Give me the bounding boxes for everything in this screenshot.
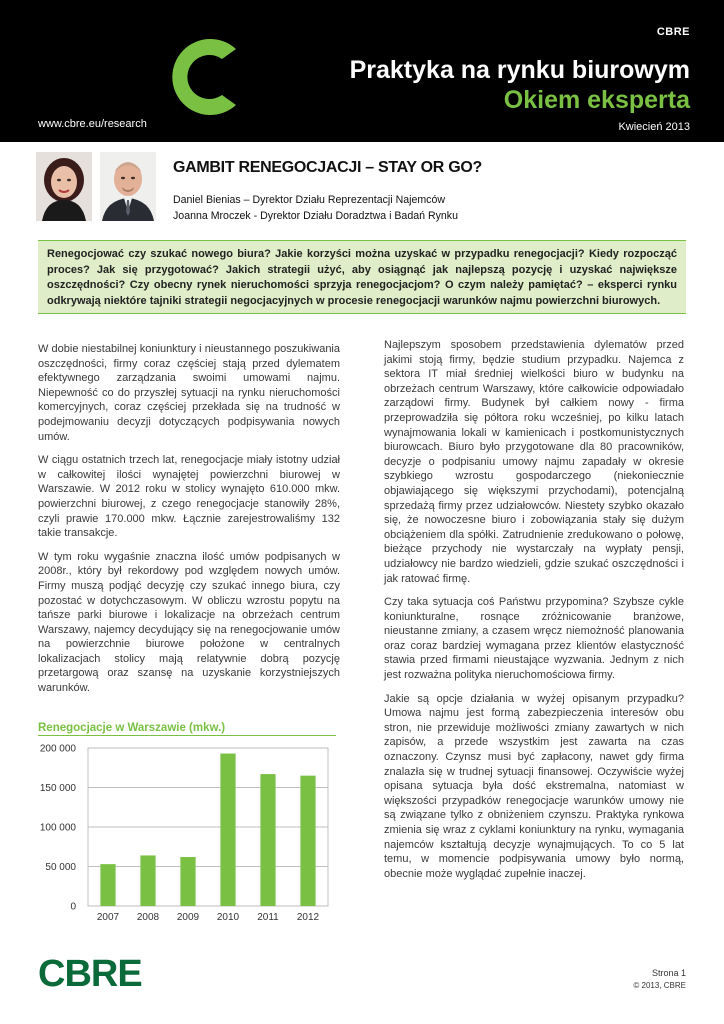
- y-tick-label: 200 000: [39, 743, 76, 755]
- y-tick-label: 50 000: [45, 862, 76, 873]
- body-column-right: [384, 338, 684, 890]
- x-tick-label: 2010: [216, 912, 240, 923]
- page-header: [0, 0, 724, 142]
- x-tick-label: 2009: [176, 912, 200, 923]
- lead-box: Renegocjować czy szukać nowego biura? Jakie korzyści można uzyskać w przypadku renegocjacji? Kiedy rozpocząć proces? Jak się przygotować? Jakich strategii użyć, aby osiągnąć jak najlepszą pozycję i uzyskać największe oszczędności? Czy obecny rynek nieruchomości sprzyja renegocjacjom? O czym należy pamiętać? – eksperci rynku odkrywają niektóre tajniki strategii negocjacyjnych w procesie renegocjacji warunków najmu powierzchni biurowych.: [38, 240, 686, 314]
- body-paragraph: W dobie niestabilnej koniunktury i nieustannego poszukiwania oszczędności, firmy coraz częściej stają przed dylematem efektywnego zarządzania swoimi umowami najmu. Niepewność co do przyszłej sytuacji na rynku nieruchomości komercyjnych, coraz częściej przekłada się na trudność w podejmowaniu decyzji dotyczących podpisywania nowych umów.: [38, 343, 340, 443]
- body-paragraph: W tym roku wygaśnie znaczna ilość umów podpisanych w 2008r., który był rekordowy pod względem nowych umów. Firmy muszą podjąć decyzję czy szukać innego biura, czy pozostać w dotychczasowym. W obliczu wzrostu popytu na tańsze parki biurowe i lokalizacje na obrzeżach centrum Warszawy, najemcy decydujący się na renegocjowanie umów na powierzchnie biurowe położone w centralnych lokalizacjach stolicy mają relatywnie dobrą pozycję przetargową oraz szansę na uzyskanie korzystniejszych warunków.: [38, 550, 340, 695]
- author-line: Daniel Bienias – Dyrektor Działu Reprezentacji Najemców: [173, 194, 446, 206]
- x-tick-label: 2011: [257, 912, 279, 923]
- bar: [180, 857, 195, 906]
- y-tick-label: 100 000: [39, 822, 76, 834]
- chart-title: Renegocjacje w Warszawie (mkw.): [38, 722, 226, 734]
- author-photo-female: [36, 152, 92, 221]
- author-line: Joanna Mroczek - Dyrektor Działu Doradztwa i Badań Rynku: [173, 210, 458, 222]
- y-tick-label: 150 000: [39, 783, 76, 794]
- header-date: Kwiecień 2013: [618, 121, 690, 133]
- article-title: GAMBIT RENEGOCJACJI – STAY OR GO?: [173, 159, 482, 176]
- bar: [260, 774, 275, 906]
- bar: [100, 864, 115, 906]
- bar: [140, 855, 155, 906]
- bar: [300, 776, 315, 906]
- footer-logo: [38, 956, 154, 988]
- x-tick-label: 2012: [296, 912, 320, 923]
- page-number: Strona 1: [651, 968, 686, 978]
- footer-logo-text: CBRE: [38, 956, 142, 988]
- author-photo-male: [100, 152, 156, 221]
- x-tick-label: 2007: [96, 912, 120, 923]
- body-paragraph: W ciągu ostatnich trzech lat, renegocjacje miały istotny udział w całkowitej ilości wynajętej powierzchni biurowej w Warszawie. W 2012 roku w stolicy wynajęto 610.000 mkw. powierzchni biurowej, z czego renegocjacje stanowiły 28%, czyli prawie 170.000 mkw. Łącznie zarejestrowaliśmy 132 takie transakcje.: [38, 454, 340, 540]
- bar-chart: [30, 736, 340, 930]
- header-url[interactable]: www.cbre.eu/research: [38, 118, 147, 130]
- header-brand: CBRE: [656, 26, 690, 38]
- copyright: © 2013, CBRE: [633, 981, 686, 990]
- header-title: Praktyka na rynku biurowym: [349, 56, 690, 84]
- body-paragraph: Jakie są opcje działania w wyżej opisanym przypadku? Umowa najmu jest formą zabezpieczenia interesów obu stron, nie przewiduje możliwości zmiany zawartych w nich zapisów, a przede wszystkim jest zawarta na czas oznaczony. Czynsz musi być zapłacony, nawet gdy firma znalazła się w trudnej sytuacji finansowej. Oczywiście wyżej opisana sytuacja była dość ekstremalna, natomiast w większości przypadków renegocjacje warunków umowy nie są związane tylko z obniżeniem czynszu. Praktyka rynkowa zmienia się wraz z cyklami koniunktury na rynku, wymagania najemców kształtują decyzje wynajmujących. To co 5 lat temu, w momencie podpisywania umowy było normą, obecnie może wyglądać zupełnie inaczej.: [384, 692, 684, 880]
- header-subtitle: Okiem eksperta: [503, 86, 690, 114]
- body-paragraph: Najlepszym sposobem przedstawienia dylematów przed jakimi stoją firmy, będzie studium przypadku. Najemca z sektora IT miał średniej wielkości biuro w budynku na obrzeżach centrum Warszawy, które całkowicie odpowiadało zarządowi firmy. Budynek był całkiem nowy - firma przeprowadziła się półtora roku wcześniej, po kilku latach wynajmowania lokali w kamienicach i postkomunistycznych biurowcach. Biuro było przygotowane dla 80 pracowników, decyzje o podpisaniu umowy najmu zapadały w okresie szybkiego wzrostu gospodarczego (niekoniecznie objawiającego się większymi przychodami), potencjalną sprzedażą firmy przez udziałowców. Niestety szybko okazało się, że nowoczesne biuro i zobowiązania stały się dużym obciążeniem dla spółki. Zatrudnienie zredukowano o połowę, bieżące przychody nie wystarczały na wypłaty pensji, udziałowcy nie bardzo wiedzieli, gdzie szukać oszczędności i jak ratować firmę.: [384, 339, 684, 585]
- x-tick-label: 2008: [136, 912, 160, 923]
- bar: [220, 754, 235, 906]
- body-paragraph: Czy taka sytuacja coś Państwu przypomina? Szybsze cykle koniunkturalne, rosnące zróżnicowanie branżowe, nieustanne zmiany, a czasem wręcz niemożność planowania oraz coraz bardziej wymagana przez klientów elastyczność stawia przed firmami nieustające wyzwania. Jednym z nich jest rozważna polityka nieruchomościowa firmy.: [384, 596, 684, 682]
- y-tick-label: 0: [70, 901, 76, 913]
- body-column-left: [38, 342, 340, 705]
- brand-c-graphic: [158, 35, 242, 119]
